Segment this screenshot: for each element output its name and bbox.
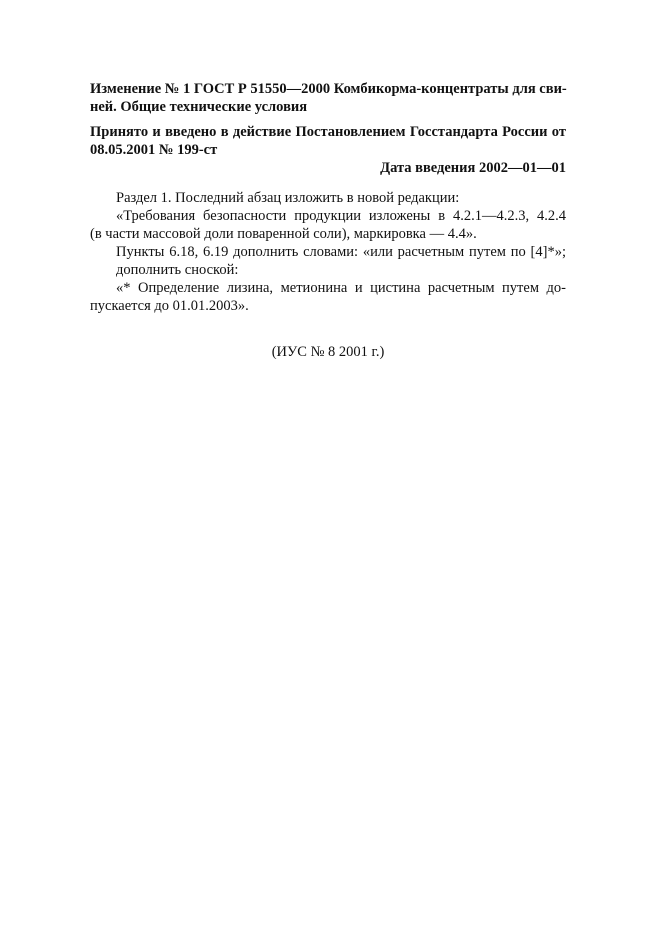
document-page	[90, 80, 566, 361]
paragraph-footnote-intro: дополнить сноской:	[116, 262, 239, 278]
paragraph-items-6-18-6-19: Пункты 6.18, 6.19 дополнить словами: «или расчетным путем по [4]*»;	[116, 244, 566, 260]
adoption-line-2: 08.05.2001 № 199-ст	[90, 142, 218, 158]
adoption-line-1: Принято и введено в действие Постановлением Госстандарта России от	[90, 124, 566, 140]
footnote-line-1: «* Определение лизина, метионина и цистина расчетным путем до-	[116, 280, 566, 296]
paragraph-requirements-line-1: «Требования безопасности продукции изложены в 4.2.1—4.2.3, 4.2.4	[116, 208, 566, 224]
source-reference: (ИУС № 8 2001 г.)	[271, 344, 385, 360]
effective-date: Дата введения 2002—01—01	[380, 160, 566, 176]
change-title-line-2: ней. Общие технические условия	[90, 99, 308, 115]
footnote-line-2: пускается до 01.01.2003».	[90, 298, 249, 314]
change-title-line-1: Изменение № 1 ГОСТ Р 51550—2000 Комбикорма-концентраты для сви-	[90, 81, 567, 97]
paragraph-section-1: Раздел 1. Последний абзац изложить в новой редакции:	[116, 190, 460, 206]
paragraph-requirements-line-2: (в части массовой доли поваренной соли), маркировка — 4.4».	[90, 226, 477, 242]
